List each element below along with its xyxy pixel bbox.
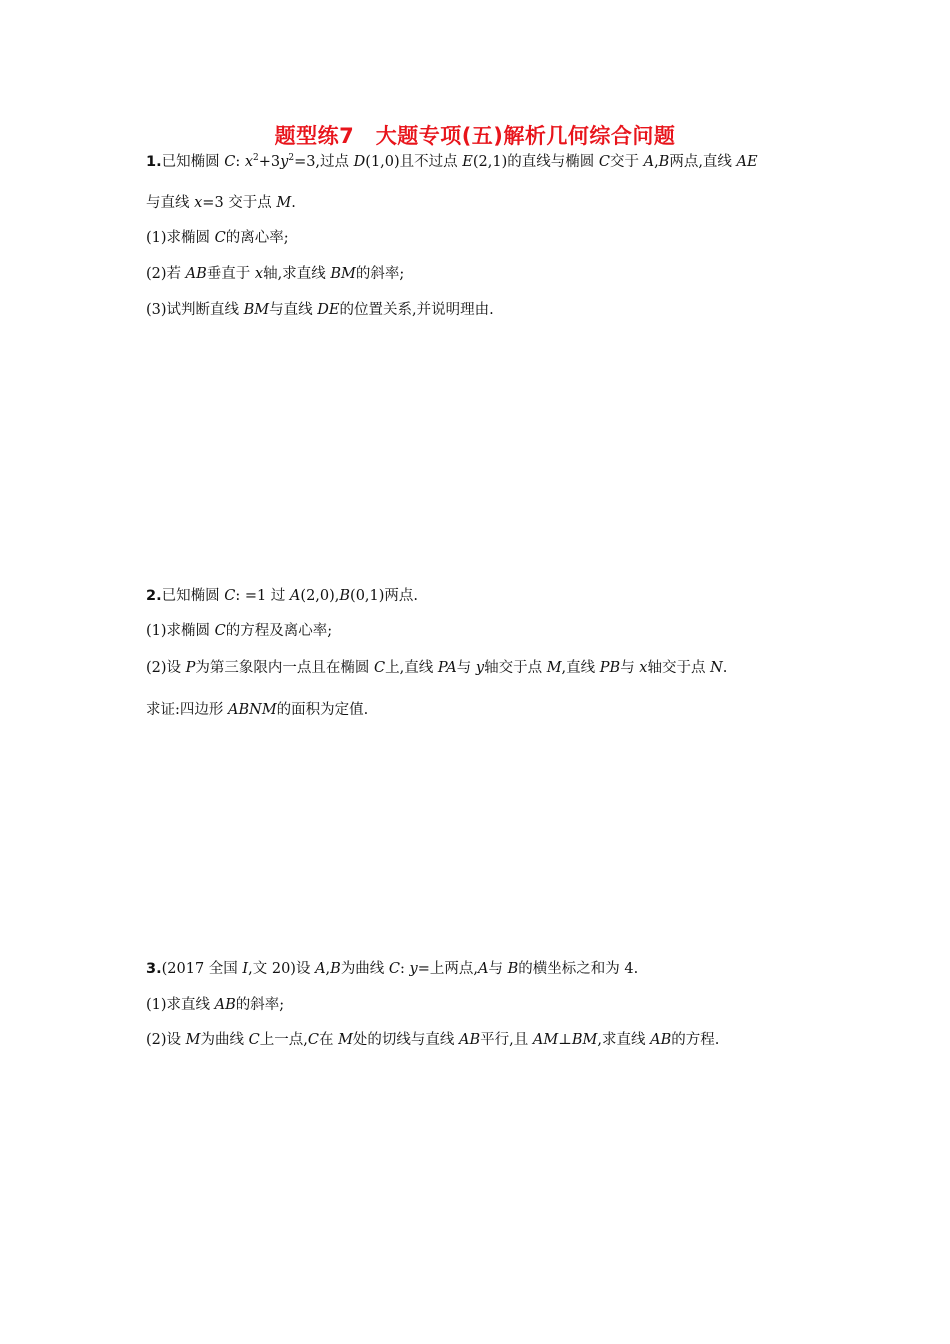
problem-1-stem: 1.已知椭圆 C: $x^2+3y^2=3$,过点 D(1,0)且不过点 E(2,1)的直线与椭圆 C交于 A,B两点,直线 AE: [146, 153, 758, 170]
problem-2-stem: 2.已知椭圆 C: =1 过 A(2,0),B(0,1)两点.: [146, 588, 419, 604]
problem-3-question-1: (1)求直线 AB的斜率;: [146, 997, 285, 1013]
problem-2-question-1: (1)求椭圆 C的方程及离心率;: [146, 623, 333, 639]
problem-2-question-2: (2)设 P为第三象限内一点且在椭圆 C上,直线 PA与 y轴交于点 M,直线 PB与 x轴交于点 N.: [146, 660, 728, 676]
problem-1-number: 1: [146, 154, 157, 170]
page-title: 题型练7 大题专项(五)解析几何综合问题: [274, 124, 676, 148]
problem-1-question-3: (3)试判断直线 BM与直线 DE的位置关系,并说明理由.: [146, 302, 494, 318]
problem-2-number: 2: [146, 588, 157, 604]
problem-1-question-1: (1)求椭圆 C的离心率;: [146, 230, 289, 246]
problem-1-stem-line-2: 与直线 x=3 交于点 M.: [146, 195, 296, 211]
problem-2-question-2-line-2: 求证:四边形 ABNM的面积为定值.: [146, 702, 369, 718]
problem-3-question-2: (2)设 M为曲线 C上一点,C在 M处的切线与直线 AB平行,且 AM⊥BM,求直线 AB的方程.: [146, 1032, 720, 1048]
problem-1-question-2: (2)若 AB垂直于 x轴,求直线 BM的斜率;: [146, 266, 405, 282]
problem-3-number: 3: [146, 961, 157, 977]
problem-3-stem: 3.(2017 全国 Ⅰ,文 20)设 A,B为曲线 C: y=上两点,A与 B的横坐标之和为 4.: [146, 961, 639, 977]
